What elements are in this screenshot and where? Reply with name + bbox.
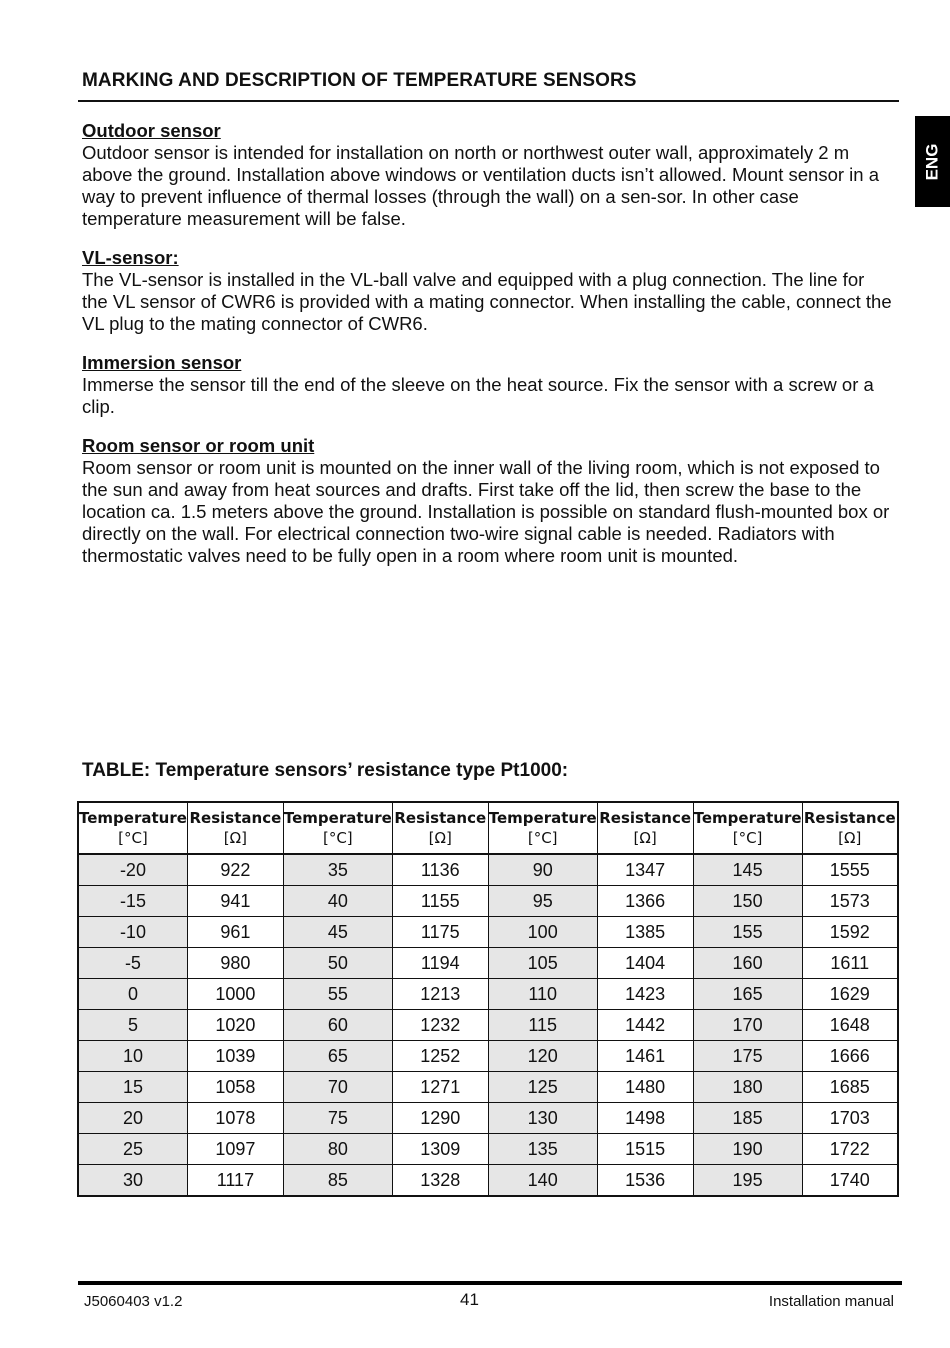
resistance-cell: 1000: [187, 979, 283, 1010]
section-heading: Room sensor or room unit: [82, 435, 315, 456]
section-body: Outdoor sensor is intended for installation on north or northwest outer wall, approximately 2 m above the ground. Installation above windows or ventilation ducts isn’t allowed. Mount sensor in a way to prevent influence of thermal losses (through the wall) on a sen-sor. In other case temperature measurement will be false.: [82, 142, 879, 229]
table-row: [78, 948, 898, 979]
resistance-cell: 1309: [392, 1134, 488, 1165]
resistance-cell: 1480: [597, 1072, 693, 1103]
resistance-cell: 1290: [392, 1103, 488, 1134]
resistance-cell: 1404: [597, 948, 693, 979]
temperature-cell: 35: [283, 854, 392, 886]
table-row: [78, 1072, 898, 1103]
temperature-cell: 45: [283, 917, 392, 948]
temperature-cell: 25: [78, 1134, 187, 1165]
resistance-cell: 1020: [187, 1010, 283, 1041]
header-cell: Resistance [Ω]: [187, 802, 283, 854]
header-cell: Resistance [Ω]: [802, 802, 898, 854]
temperature-cell: -20: [78, 854, 187, 886]
temperature-cell: 70: [283, 1072, 392, 1103]
resistance-cell: 1498: [597, 1103, 693, 1134]
header-cell: Resistance [Ω]: [597, 802, 693, 854]
resistance-cell: 1685: [802, 1072, 898, 1103]
temperature-cell: 135: [488, 1134, 597, 1165]
temperature-cell: 10: [78, 1041, 187, 1072]
page-number: 41: [460, 1290, 479, 1309]
temperature-cell: 65: [283, 1041, 392, 1072]
temperature-cell: 150: [693, 886, 802, 917]
header-cell: Temperature [°C]: [488, 802, 597, 854]
table-row: [78, 917, 898, 948]
section-heading: Immersion sensor: [82, 352, 242, 373]
resistance-cell: 1136: [392, 854, 488, 886]
table-row: [78, 1010, 898, 1041]
table-row: [78, 854, 898, 886]
temperature-cell: 60: [283, 1010, 392, 1041]
temperature-cell: 145: [693, 854, 802, 886]
table-row: [78, 886, 898, 917]
sensor-descriptions: [82, 120, 894, 584]
table-title: TABLE: Temperature sensors’ resistance type Pt1000:: [82, 760, 569, 781]
section-body: Room sensor or room unit is mounted on the inner wall of the living room, which is not exposed to the sun and away from heat sources and drafts. First take off the lid, then screw the base to the location ca. 1.5 meters above the ground. Installation is possible on standard flush-mounted box or directly on the wall. For electrical connection two-wire signal cable is needed. Radiators with thermostatic valves need to be fully open in a room where room unit is mounted.: [82, 457, 890, 566]
resistance-cell: 1592: [802, 917, 898, 948]
table-row: [78, 1103, 898, 1134]
table-row: [78, 979, 898, 1010]
language-tab: [915, 116, 950, 207]
header-cell: Resistance [Ω]: [392, 802, 488, 854]
resistance-cell: 1347: [597, 854, 693, 886]
resistance-cell: 1058: [187, 1072, 283, 1103]
resistance-cell: 1573: [802, 886, 898, 917]
resistance-cell: 1366: [597, 886, 693, 917]
temperature-cell: 160: [693, 948, 802, 979]
resistance-cell: 1385: [597, 917, 693, 948]
temperature-cell: 125: [488, 1072, 597, 1103]
temperature-cell: 95: [488, 886, 597, 917]
resistance-cell: 1252: [392, 1041, 488, 1072]
section-immersion-sensor: [82, 352, 894, 418]
temperature-cell: 185: [693, 1103, 802, 1134]
temperature-cell: 30: [78, 1165, 187, 1197]
temperature-cell: 190: [693, 1134, 802, 1165]
section-outdoor-sensor: [82, 120, 894, 230]
temperature-cell: 40: [283, 886, 392, 917]
resistance-cell: 1039: [187, 1041, 283, 1072]
table-row: [78, 1041, 898, 1072]
resistance-cell: 1232: [392, 1010, 488, 1041]
resistance-cell: 1648: [802, 1010, 898, 1041]
resistance-cell: 1703: [802, 1103, 898, 1134]
temperature-cell: 0: [78, 979, 187, 1010]
resistance-cell: 1442: [597, 1010, 693, 1041]
resistance-cell: 1722: [802, 1134, 898, 1165]
temperature-cell: 130: [488, 1103, 597, 1134]
table-header-row: [78, 802, 898, 854]
resistance-cell: 961: [187, 917, 283, 948]
temperature-cell: -10: [78, 917, 187, 948]
temperature-cell: 80: [283, 1134, 392, 1165]
resistance-cell: 922: [187, 854, 283, 886]
temperature-cell: 100: [488, 917, 597, 948]
temperature-cell: 50: [283, 948, 392, 979]
temperature-cell: 115: [488, 1010, 597, 1041]
section-body: Immerse the sensor till the end of the sleeve on the heat source. Fix the sensor with a screw or a clip.: [82, 374, 874, 417]
temperature-cell: 15: [78, 1072, 187, 1103]
temperature-cell: 55: [283, 979, 392, 1010]
resistance-cell: 1328: [392, 1165, 488, 1197]
temperature-cell: 175: [693, 1041, 802, 1072]
resistance-cell: 1117: [187, 1165, 283, 1197]
temperature-cell: 90: [488, 854, 597, 886]
temperature-cell: -15: [78, 886, 187, 917]
temperature-cell: 170: [693, 1010, 802, 1041]
temperature-cell: 165: [693, 979, 802, 1010]
resistance-cell: 1611: [802, 948, 898, 979]
temperature-cell: 195: [693, 1165, 802, 1197]
resistance-cell: 1515: [597, 1134, 693, 1165]
resistance-cell: 1271: [392, 1072, 488, 1103]
temperature-cell: 20: [78, 1103, 187, 1134]
resistance-cell: 1423: [597, 979, 693, 1010]
temperature-cell: 120: [488, 1041, 597, 1072]
resistance-cell: 1155: [392, 886, 488, 917]
resistance-cell: 1097: [187, 1134, 283, 1165]
resistance-cell: 1175: [392, 917, 488, 948]
temperature-cell: 110: [488, 979, 597, 1010]
resistance-cell: 1078: [187, 1103, 283, 1134]
table-body: [78, 854, 898, 1196]
manual-name: Installation manual: [768, 1293, 894, 1310]
resistance-cell: 1194: [392, 948, 488, 979]
resistance-cell: 980: [187, 948, 283, 979]
language-tab-label: ENG: [922, 143, 942, 180]
resistance-cell: 1461: [597, 1041, 693, 1072]
section-heading: VL-sensor:: [82, 247, 179, 268]
section-heading: Outdoor sensor: [82, 120, 221, 141]
resistance-cell: 1536: [597, 1165, 693, 1197]
footer-divider: [78, 1281, 902, 1285]
header-cell: Temperature [°C]: [283, 802, 392, 854]
resistance-cell: 941: [187, 886, 283, 917]
temperature-cell: 140: [488, 1165, 597, 1197]
doc-code: J5060403 v1.2: [84, 1293, 183, 1310]
temperature-cell: 155: [693, 917, 802, 948]
temperature-cell: 75: [283, 1103, 392, 1134]
header-cell: Temperature [°C]: [78, 802, 187, 854]
temperature-cell: 180: [693, 1072, 802, 1103]
resistance-cell: 1555: [802, 854, 898, 886]
page-title: MARKING AND DESCRIPTION OF TEMPERATURE SENSORS: [82, 70, 637, 91]
resistance-cell: 1666: [802, 1041, 898, 1072]
resistance-table: [77, 801, 899, 1197]
temperature-cell: 5: [78, 1010, 187, 1041]
temperature-cell: 105: [488, 948, 597, 979]
resistance-cell: 1740: [802, 1165, 898, 1197]
title-divider: [78, 100, 899, 102]
section-body: The VL-sensor is installed in the VL-ball valve and equipped with a plug connection. The line for the VL sensor of CWR6 is provided with a mating connector. When installing the cable, connect the VL plug to the mating connector of CWR6.: [82, 269, 892, 334]
table-row: [78, 1165, 898, 1197]
table-row: [78, 1134, 898, 1165]
section-vl-sensor: [82, 247, 894, 335]
temperature-cell: -5: [78, 948, 187, 979]
resistance-cell: 1629: [802, 979, 898, 1010]
section-room-sensor: [82, 435, 894, 567]
header-cell: Temperature [°C]: [693, 802, 802, 854]
temperature-cell: 85: [283, 1165, 392, 1197]
resistance-cell: 1213: [392, 979, 488, 1010]
